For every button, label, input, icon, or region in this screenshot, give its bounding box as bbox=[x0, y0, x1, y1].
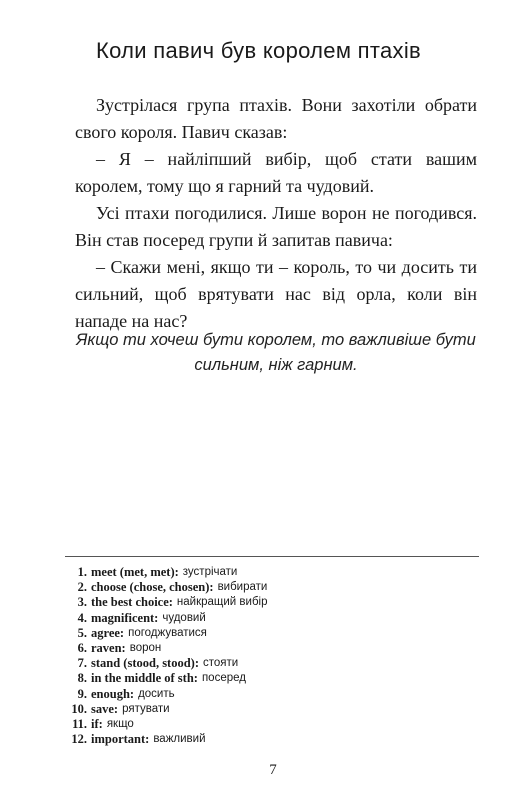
vocabulary-item bbox=[56, 626, 476, 641]
story-paragraph: Зустрілася група птахів. Вони захотіли обрати свого короля. Павич сказав: bbox=[75, 95, 477, 142]
item-number: 9. bbox=[77, 686, 87, 701]
vocabulary-item bbox=[56, 656, 476, 671]
vocabulary-translation: якщо bbox=[106, 718, 134, 731]
item-number: 6. bbox=[77, 641, 87, 656]
vocabulary-term: meet (met, met): bbox=[91, 565, 179, 579]
item-number: 1. bbox=[77, 565, 87, 579]
item-number: 11. bbox=[72, 717, 87, 732]
vocabulary-item bbox=[56, 717, 476, 732]
moral-line: сильним, ніж гарним. bbox=[194, 356, 358, 374]
vocabulary-translation: рятувати bbox=[122, 702, 170, 715]
vocabulary-translation: зустрічати bbox=[182, 566, 238, 578]
item-number: 7. bbox=[77, 656, 87, 671]
item-number: 4. bbox=[77, 610, 87, 625]
vocabulary-translation: найкращий вибір bbox=[176, 596, 268, 609]
vocabulary-term: the best choice: bbox=[91, 595, 173, 610]
vocabulary-term: agree: bbox=[91, 625, 125, 640]
vocabulary-item bbox=[56, 687, 476, 702]
vocabulary-translation: досить bbox=[138, 687, 175, 700]
vocabulary-term: choose (chose, chosen): bbox=[91, 580, 214, 595]
item-number: 8. bbox=[77, 671, 87, 686]
item-number: 5. bbox=[77, 625, 87, 640]
vocabulary-term: enough: bbox=[91, 686, 135, 701]
moral-line: Якщо ти хочеш бути королем, то важливіше бути bbox=[76, 331, 476, 349]
vocabulary-item bbox=[56, 580, 476, 595]
story-paragraph: – Скажи мені, якщо ти – король, то чи досить ти сильний, щоб врятувати нас від орла, коли він нападе на нас? bbox=[75, 257, 477, 331]
vocabulary-term: if: bbox=[91, 717, 103, 732]
item-number: 10. bbox=[71, 701, 87, 716]
vocabulary-item bbox=[56, 702, 476, 717]
vocabulary-item bbox=[56, 565, 476, 580]
story-title: Коли павич був королем птахів bbox=[95, 38, 422, 63]
vocabulary-item bbox=[56, 611, 476, 626]
vocabulary-translation: важливий bbox=[153, 733, 206, 746]
vocabulary-item bbox=[56, 641, 476, 656]
vocabulary-translation: посеред bbox=[201, 672, 246, 685]
footnote-divider bbox=[65, 556, 479, 557]
vocabulary-term: in the middle of sth: bbox=[91, 671, 198, 686]
vocabulary-translation: ворон bbox=[129, 642, 162, 655]
story-paragraph: – Я – найліпший вибір, щоб стати вашим королем, тому що я гарний та чудовий. bbox=[75, 149, 477, 196]
vocabulary-term: stand (stood, stood): bbox=[91, 656, 200, 671]
vocabulary-term: important: bbox=[91, 732, 150, 747]
item-number: 12. bbox=[71, 732, 87, 747]
item-number: 2. bbox=[77, 580, 87, 595]
vocabulary-term: raven: bbox=[91, 641, 126, 656]
story-paragraph: Усі птахи погодилися. Лише ворон не погодився. Він став посеред групи й запитав павича: bbox=[75, 203, 477, 250]
vocabulary-item bbox=[56, 671, 476, 686]
item-number: 3. bbox=[77, 595, 87, 610]
vocabulary-list bbox=[56, 565, 476, 747]
vocabulary-translation: погоджуватися bbox=[128, 626, 207, 639]
vocabulary-translation: чудовий bbox=[162, 611, 206, 624]
vocabulary-term: magnificent: bbox=[91, 610, 159, 625]
vocabulary-translation: стояти bbox=[203, 657, 239, 670]
vocabulary-translation: вибирати bbox=[217, 581, 268, 594]
moral-text bbox=[70, 328, 482, 378]
vocabulary-item bbox=[56, 595, 476, 610]
page-number: 7 bbox=[269, 762, 277, 778]
story-text bbox=[75, 92, 477, 335]
vocabulary-item bbox=[56, 732, 476, 747]
vocabulary-term: save: bbox=[91, 701, 119, 716]
